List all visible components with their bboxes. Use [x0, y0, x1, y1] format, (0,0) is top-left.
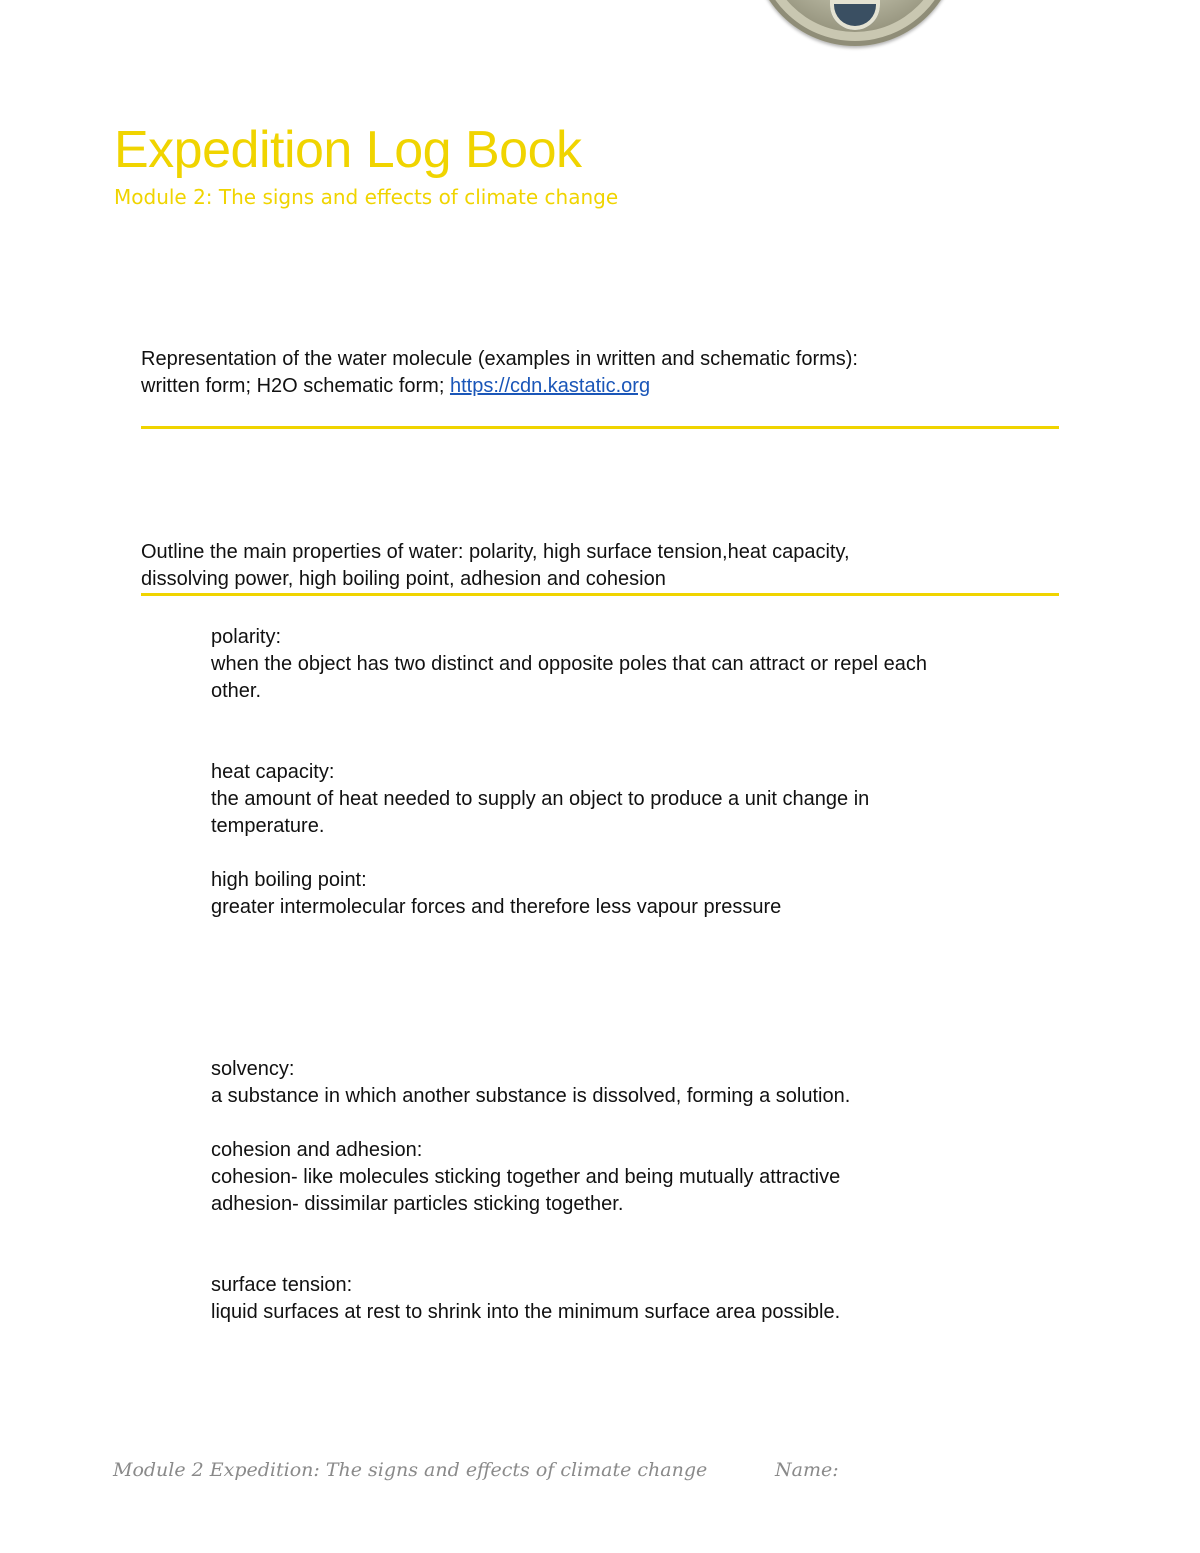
representation-answer	[141, 373, 1061, 400]
property-surface-tension	[211, 1272, 1071, 1326]
porthole-glass	[830, 0, 880, 30]
property-definition-line: adhesion- dissimilar particles sticking together.	[211, 1193, 624, 1215]
property-definition-line: cohesion- like molecules sticking together and being mutually attractive	[211, 1166, 841, 1188]
representation-answer-text: written form; H2O schematic form;	[141, 375, 450, 397]
property-cohesion-adhesion	[211, 1137, 1071, 1218]
footer-name-label: Name:	[775, 1459, 839, 1481]
property-high-boiling-point	[211, 867, 1071, 921]
property-definition-line: greater intermolecular forces and therefore less vapour pressure	[211, 896, 782, 918]
reference-link[interactable]: https://cdn.kastatic.org	[449, 375, 651, 397]
property-polarity	[211, 624, 1071, 705]
property-definition-line: temperature.	[211, 815, 325, 837]
property-term: solvency:	[211, 1058, 295, 1080]
property-definition-line: liquid surfaces at rest to shrink into the minimum surface area possible.	[211, 1301, 841, 1323]
property-term: cohesion and adhesion:	[211, 1139, 423, 1161]
divider-rule	[141, 426, 1059, 429]
property-definition-line: a substance in which another substance is dissolved, forming a solution.	[211, 1085, 851, 1107]
page-title: Expedition Log Book	[114, 121, 582, 179]
property-definition-line: other.	[211, 680, 262, 702]
page-subtitle: Module 2: The signs and effects of climate change	[114, 185, 619, 209]
porthole-image	[752, 0, 958, 46]
property-term: heat capacity:	[211, 761, 335, 783]
property-definition-line: the amount of heat needed to supply an object to produce a unit change in	[211, 788, 870, 810]
property-term: surface tension:	[211, 1274, 353, 1296]
divider-rule	[141, 593, 1059, 596]
property-solvency	[211, 1056, 1071, 1110]
representation-prompt: Representation of the water molecule (examples in written and schematic forms):	[141, 348, 858, 370]
footer-module-text: Module 2 Expedition: The signs and effects of climate change	[113, 1459, 708, 1481]
properties-question	[141, 539, 1061, 593]
properties-prompt-line: dissolving power, high boiling point, adhesion and cohesion	[141, 568, 666, 590]
property-definition-line: when the object has two distinct and opposite poles that can attract or repel each	[211, 653, 927, 675]
property-heat-capacity	[211, 759, 1071, 840]
properties-prompt-line: Outline the main properties of water: polarity, high surface tension,heat capacity,	[141, 541, 850, 563]
property-term: high boiling point:	[211, 869, 367, 891]
property-term: polarity:	[211, 626, 282, 648]
representation-question	[141, 346, 1061, 400]
